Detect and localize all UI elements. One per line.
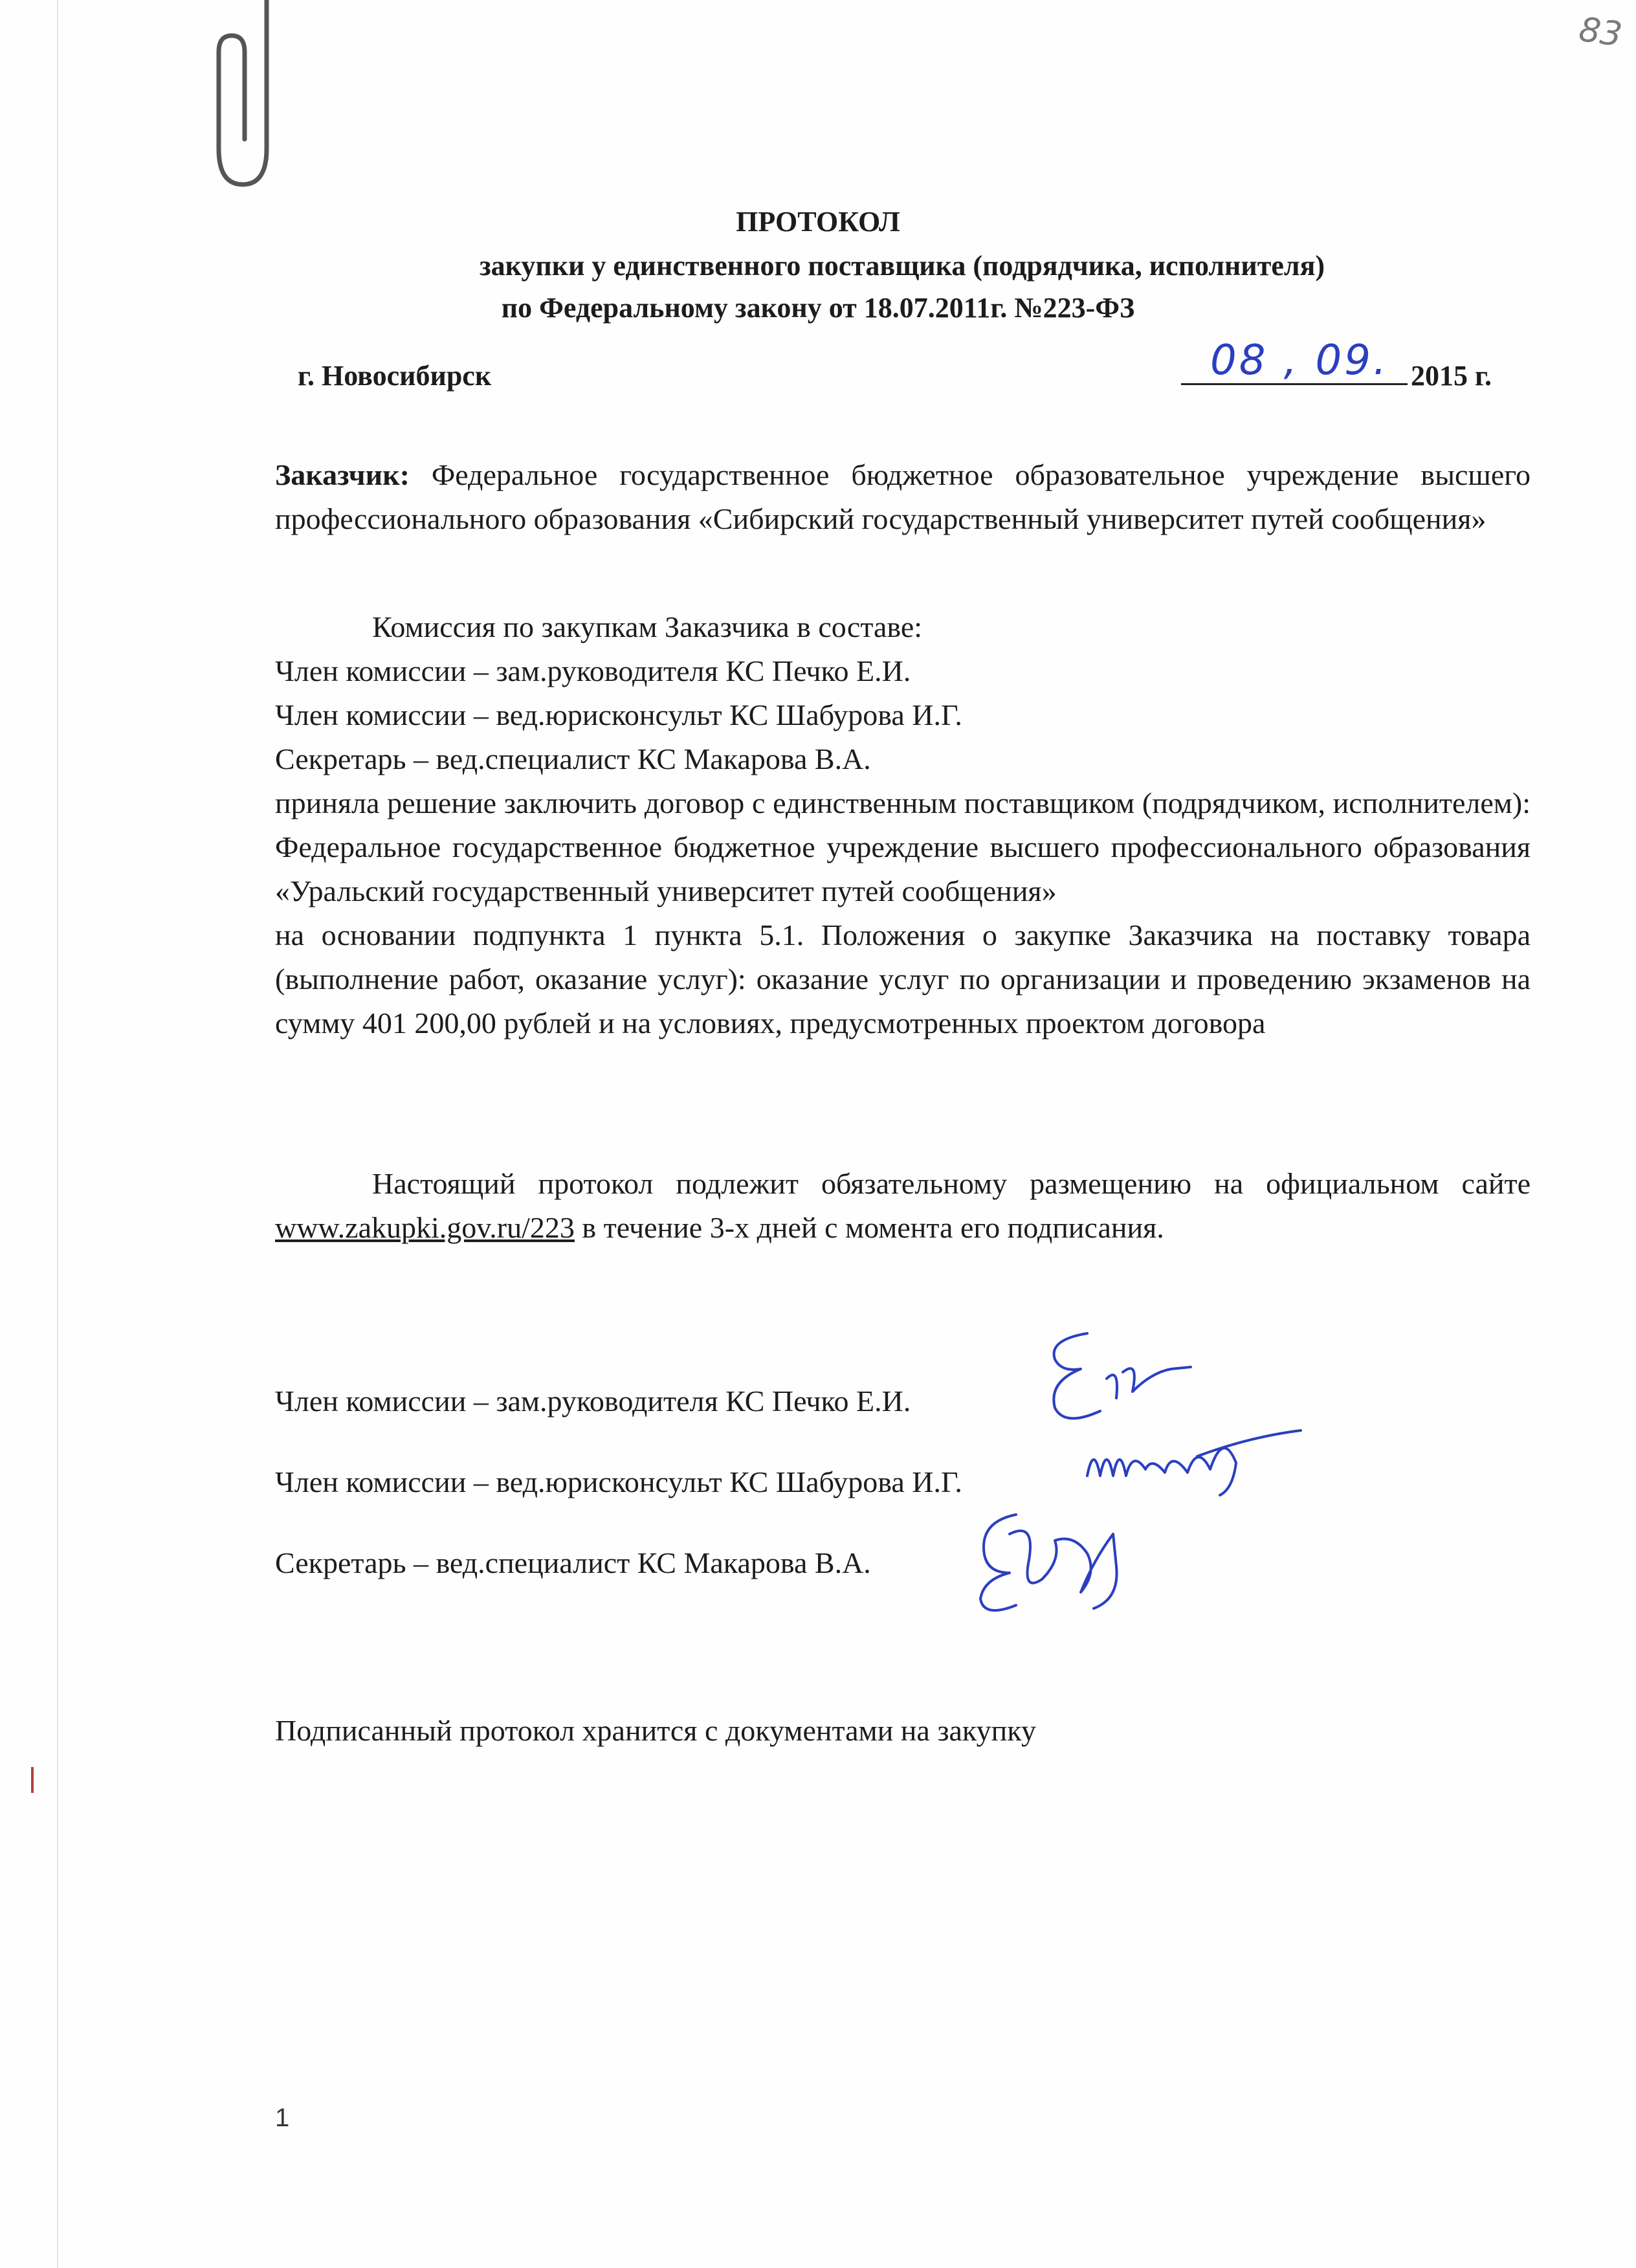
- document-subtitle-line2: по Федеральному закону от 18.07.2011г. №223-ФЗ: [501, 292, 1135, 324]
- basis-paragraph: на основании подпункта 1 пункта 5.1. Положения о закупке Заказчика на поставку товара (выполнение работ, оказание услуг): оказание услуг по организации и проведению экзаменов на сумму 401 200,00 рублей и на условиях, предусмотренных проектом договора: [275, 918, 1531, 1040]
- document-title: ПРОТОКОЛ: [736, 206, 900, 238]
- commission-intro: Комиссия по закупкам Заказчика в составе:: [372, 610, 923, 643]
- publication-text-after: в течение 3-х дней с момента его подписания.: [574, 1211, 1164, 1244]
- commission-member-2: Член комиссии – вед.юрисконсульт КС Шабурова И.Г.: [275, 698, 962, 731]
- page-number: 1: [275, 2104, 290, 2132]
- stored-note: Подписанный протокол хранится с документами на закупку: [275, 1714, 1036, 1747]
- signature-makarova-icon: [958, 1495, 1152, 1625]
- publication-paragraph: [275, 1162, 1531, 1250]
- document-year: 2015 г.: [1411, 360, 1492, 392]
- customer-paragraph: [275, 453, 1531, 541]
- signatory-1: Член комиссии – зам.руководителя КС Печко Е.И.: [275, 1384, 911, 1418]
- customer-text: Федеральное государственное бюджетное образовательное учреждение высшего профессионального образования «Сибирский государственный университет путей сообщения»: [275, 458, 1531, 535]
- paperclip-icon: [194, 0, 285, 194]
- zakupki-link[interactable]: www.zakupki.gov.ru/223: [275, 1211, 575, 1244]
- signatory-2: Член комиссии – вед.юрисконсульт КС Шабурова И.Г.: [275, 1465, 962, 1498]
- commission-section: [275, 605, 1531, 1045]
- signatory-3: Секретарь – вед.специалист КС Макарова В.А.: [275, 1546, 871, 1579]
- decision-paragraph: приняла решение заключить договор с единственным поставщиком (подрядчиком, исполнителем): Федеральное государственное бюджетное учреждение высшего профессионального образования «Уральский государственный университет путей сообщения»: [275, 786, 1531, 907]
- document-subtitle-line1: закупки у единственного поставщика (подрядчика, исполнителя): [479, 250, 1325, 282]
- commission-member-3: Секретарь – вед.специалист КС Макарова В.А.: [275, 742, 871, 775]
- scan-edge-line: [57, 0, 58, 2268]
- handwritten-date: 08 , 09.: [1210, 337, 1389, 384]
- scan-mark-red: [31, 1767, 34, 1793]
- customer-label: Заказчик:: [275, 458, 410, 491]
- commission-member-1: Член комиссии – зам.руководителя КС Печко Е.И.: [275, 654, 911, 687]
- city-name: г. Новосибирск: [298, 360, 492, 392]
- publication-text-before: Настоящий протокол подлежит обязательному размещению на официальном сайте: [372, 1167, 1531, 1200]
- corner-page-number: 83: [1576, 10, 1625, 55]
